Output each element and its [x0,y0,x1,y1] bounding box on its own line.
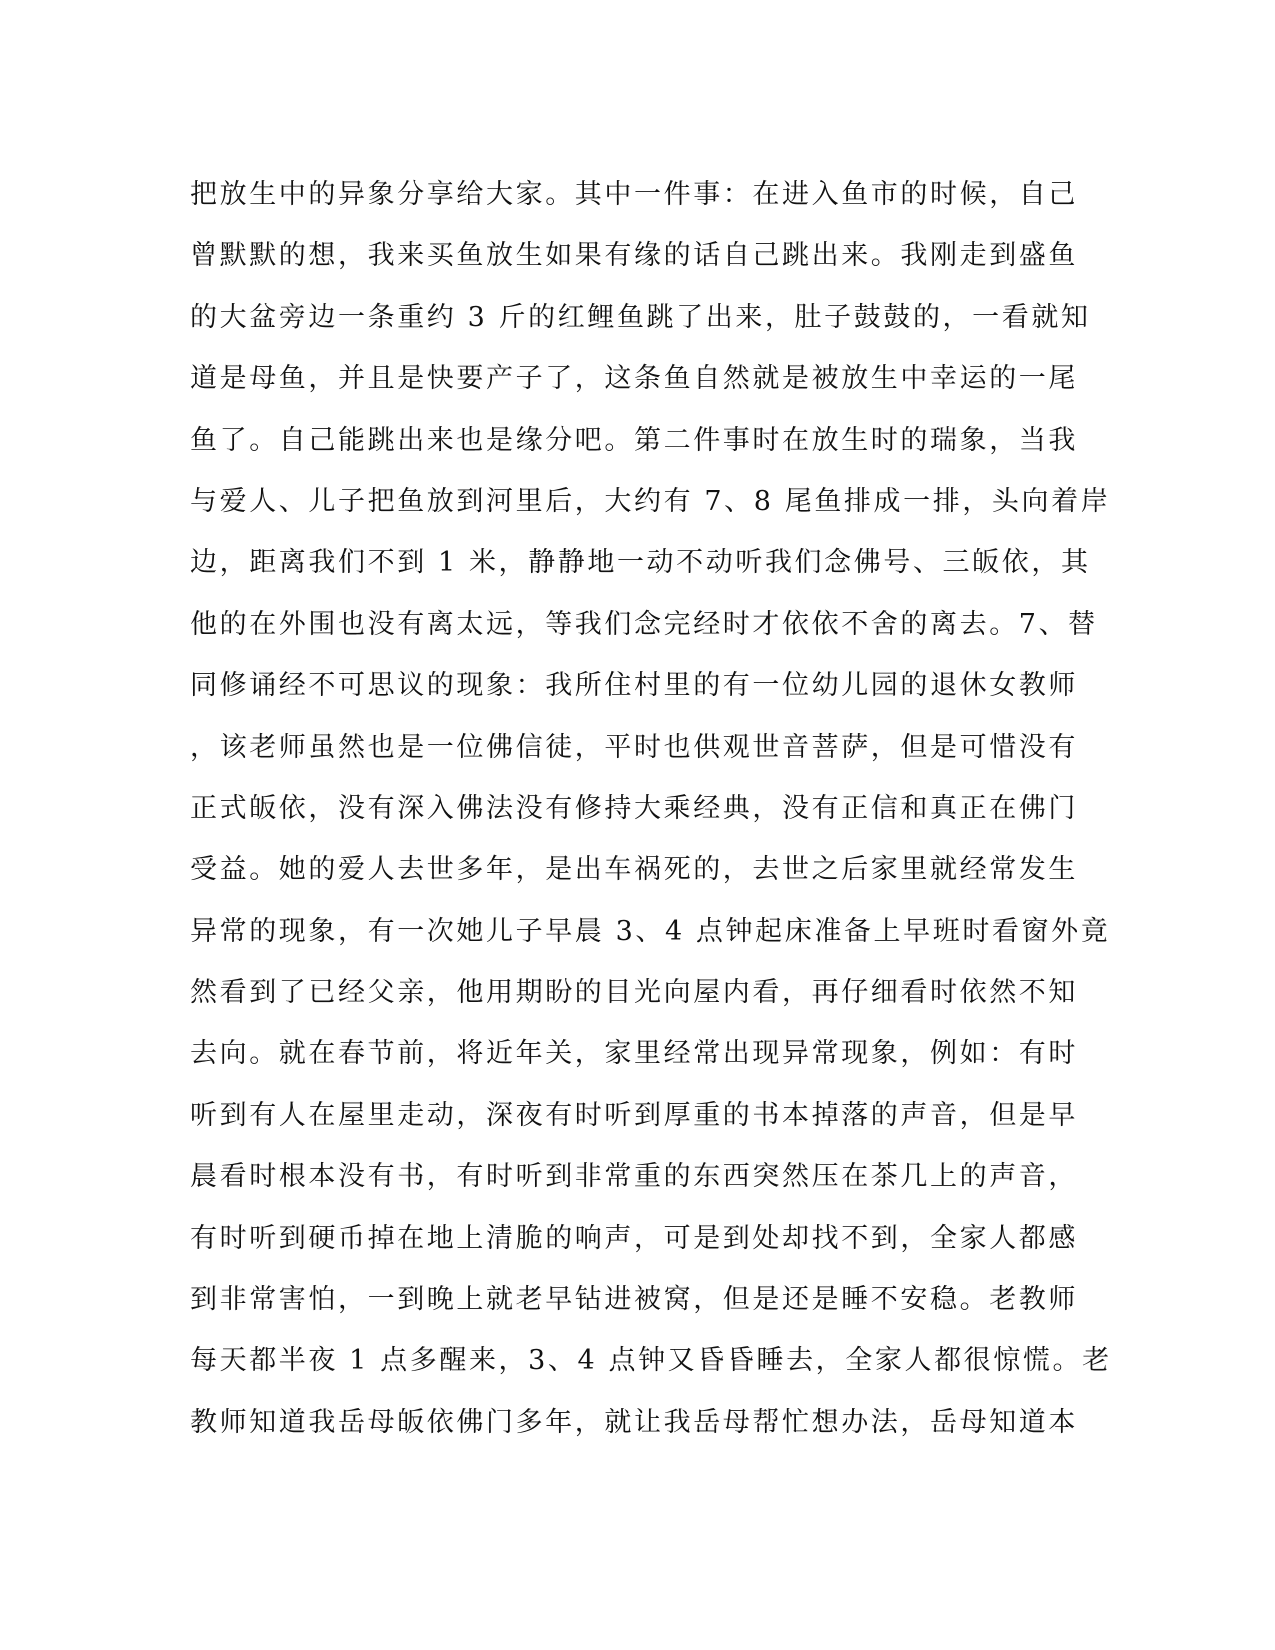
text-line-15: 去向。就在春节前，将近年关，家里经常出现异常现象，例如：有时 [190,1038,1078,1070]
text-line-10: ，该老师虽然也是一位佛信徒，平时也供观世音菩萨，但是可惜没有 [190,731,1078,763]
text-line-4: 道是母鱼，并且是快要产子了，这条鱼自然就是被放生中幸运的一尾 [190,363,1078,395]
text-line-14: 然看到了已经父亲，他用期盼的目光向屋内看，再仔细看时依然不知 [190,977,1078,1009]
text-line-13: 异常的现象，有一次她儿子早晨 3、4 点钟起床准备上早班时看窗外竟 [190,915,1111,947]
text-line-11: 正式皈依，没有深入佛法没有修持大乘经典，没有正信和真正在佛门 [190,792,1078,824]
text-line-7: 边，距离我们不到 1 米，静静地一动不动听我们念佛号、三皈依，其 [190,547,1091,579]
text-line-3: 的大盆旁边一条重约 3 斤的红鲤鱼跳了出来，肚子鼓鼓的，一看就知 [190,301,1091,333]
body-text [190,164,1112,1453]
text-line-21: 教师知道我岳母皈依佛门多年，就让我岳母帮忙想办法，岳母知道本 [190,1406,1078,1438]
text-line-1: 把放生中的异象分享给大家。其中一件事：在进入鱼市的时候，自己 [190,179,1078,210]
text-line-5: 鱼了。自己能跳出来也是缘分吧。第二件事时在放生时的瑞象，当我 [190,424,1078,456]
text-line-16: 听到有人在屋里走动，深夜有时听到厚重的书本掉落的声音，但是早 [190,1099,1078,1131]
text-line-9: 同修诵经不可思议的现象：我所住村里的有一位幼儿园的退休女教师 [190,670,1078,702]
text-line-19: 到非常害怕，一到晚上就老早钻进被窝，但是还是睡不安稳。老教师 [190,1284,1078,1316]
text-line-2: 曾默默的想，我来买鱼放生如果有缘的话自己跳出来。我刚走到盛鱼 [190,240,1078,272]
text-line-17: 晨看时根本没有书，有时听到非常重的东西突然压在茶几上的声音， [190,1161,1078,1193]
text-line-18: 有时听到硬币掉在地上清脆的响声，可是到处却找不到，全家人都感 [190,1222,1078,1254]
text-line-12: 受益。她的爱人去世多年，是出车祸死的，去世之后家里就经常发生 [190,854,1078,886]
text-line-20: 每天都半夜 1 点多醒来，3、4 点钟又昏昏睡去，全家人都很惊慌。老 [190,1345,1112,1377]
text-line-6: 与爱人、儿子把鱼放到河里后，大约有 7、8 尾鱼排成一排，头向着岸 [190,485,1111,517]
text-line-8: 他的在外围也没有离太远，等我们念完经时才依依不舍的离去。7、替 [190,608,1098,640]
